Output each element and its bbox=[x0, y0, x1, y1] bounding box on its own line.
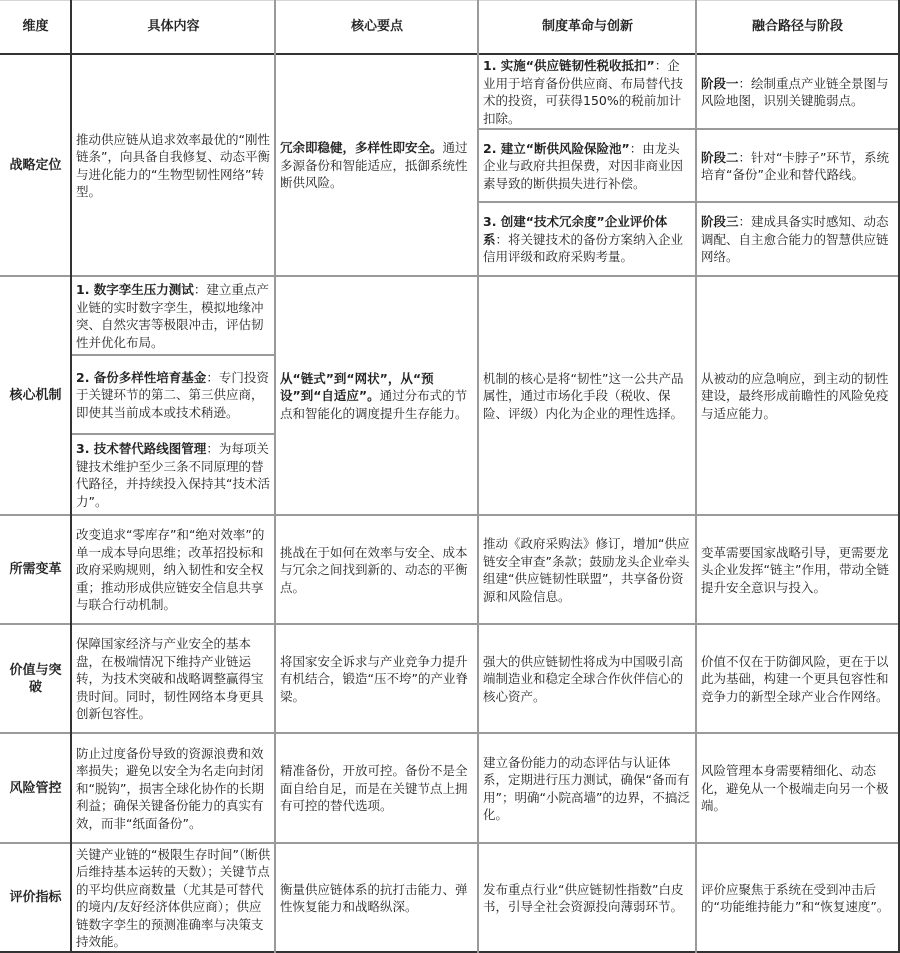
path-stage bbox=[697, 203, 898, 276]
innovation-text bbox=[483, 140, 692, 193]
innovation-item bbox=[479, 55, 696, 129]
innovation-title: 1. 实施“供应链韧性税收抵扣” bbox=[483, 58, 655, 73]
row-path bbox=[697, 277, 898, 515]
row-innovation bbox=[479, 516, 696, 624]
row-innovation bbox=[479, 844, 696, 952]
innovation-text bbox=[483, 213, 692, 266]
dimension-label: 战略定位 bbox=[9, 157, 62, 173]
content-text: 关键产业链的“极限生存时间”（断供后维持基本运转的天数）；关键节点的平均供应商数量（尤其是可替代的境内/友好经济体供应商）；供应链数字孪生的预测准确率与决策支持效能。 bbox=[76, 846, 271, 949]
row-path bbox=[697, 625, 898, 733]
header-content bbox=[72, 0, 275, 54]
keypoint-text bbox=[280, 139, 474, 192]
path-text: 变革需要国家战略引导，更需要龙头企业发挥“链主”作用，带动全链提升安全意识与投入。 bbox=[701, 544, 889, 595]
path-text: 价值不仅在于防御风险，更在于以此为基础，构建一个更具包容性和竞争力的新型全球产业合作网络。 bbox=[701, 653, 889, 704]
innovation-title: 2. 建立“断供风险保险池” bbox=[483, 140, 630, 156]
keypoint-text bbox=[280, 370, 474, 423]
dimension-label: 所需变革 bbox=[9, 562, 62, 578]
stage-body: ：绘制重点产业链全景图与风险地图，识别关键脆弱点。 bbox=[701, 75, 889, 108]
row-keypoint bbox=[276, 55, 478, 276]
keypoint-text: 将国家安全诉求与产业竞争力提升有机结合，锻造“压不垮”的产业脊梁。 bbox=[280, 653, 468, 704]
mechanism-title: 2. 备份多样性培育基金 bbox=[76, 369, 207, 385]
row-innovation bbox=[479, 734, 696, 843]
row-dimension bbox=[0, 734, 71, 843]
row-dimension bbox=[0, 55, 71, 276]
mechanism-text bbox=[76, 281, 271, 351]
header-label: 核心要点 bbox=[350, 19, 403, 35]
mechanism-body: ：专门投资于关键环节的第二、第三供应商，即使其当前成本或技术稍逊。 bbox=[76, 369, 269, 420]
innovation-title: 3. 创建“技术冗余度”企业评价体系 bbox=[483, 214, 668, 247]
header-path bbox=[697, 0, 898, 54]
innovation-body: ：由龙头企业与政府共担保费，对因非商业因素导致的断供损失进行补偿。 bbox=[483, 140, 684, 191]
row-keypoint bbox=[276, 277, 478, 515]
row-content bbox=[72, 55, 275, 276]
row-content bbox=[72, 734, 275, 843]
row-dimension bbox=[0, 625, 71, 733]
header-label: 制度革命与创新 bbox=[541, 19, 633, 35]
mechanism-text bbox=[76, 369, 271, 422]
path-text bbox=[701, 149, 894, 184]
innovation-text: 强大的供应链韧性将成为中国吸引高端制造业和稳定全球合作伙伴信心的核心资产。 bbox=[483, 653, 684, 704]
row-path bbox=[697, 734, 898, 843]
row-dimension bbox=[0, 516, 71, 624]
row-content bbox=[72, 625, 275, 733]
path-text: 风险管理本身需要精细化、动态化，避免从一个极端走向另一个极端。 bbox=[701, 763, 889, 814]
row-dimension bbox=[0, 277, 71, 515]
row-content bbox=[72, 844, 275, 952]
row-content bbox=[72, 516, 275, 624]
innovation-body: ：将关键技术的备份方案纳入企业信用评级和政府采购考量。 bbox=[483, 231, 684, 265]
innovation-text: 推动《政府采购法》修订，增加“供应链安全审查”条款；鼓励龙头企业牵头组建“供应链韧性联盟”，共享备份资源和风险信息。 bbox=[483, 536, 690, 604]
row-dimension bbox=[0, 844, 71, 952]
dimension-label: 评价指标 bbox=[9, 890, 62, 906]
content-text: 推动供应链从追求效率最优的“刚性链条”，向具备自我修复、动态平衡与进化能力的“生物型韧性网络”转型。 bbox=[76, 131, 270, 199]
header-innovation bbox=[479, 0, 696, 54]
stage-title: 阶段二 bbox=[701, 149, 739, 165]
path-text: 评价应聚焦于系统在受到冲击后的“功能维持能力”和“恢复速度”。 bbox=[701, 881, 890, 914]
path-stage bbox=[697, 130, 898, 202]
mechanism-item bbox=[72, 277, 275, 355]
innovation-text: 发布重点行业“供应链韧性指数”白皮书，引导全社会资源投向薄弱环节。 bbox=[483, 881, 684, 914]
row-path bbox=[697, 844, 898, 952]
header-keypoint bbox=[276, 0, 478, 54]
keypoint-emphasis: 从“链式”到“网状”，从“预设”到“自适应”。 bbox=[280, 370, 434, 404]
header-label: 具体内容 bbox=[147, 19, 200, 35]
row-innovation bbox=[479, 277, 696, 515]
mechanism-text bbox=[76, 440, 271, 510]
keypoint-emphasis: 冗余即稳健，多样性即安全。 bbox=[280, 140, 443, 156]
row-keypoint bbox=[276, 516, 478, 624]
keypoint-body: 通过多源备份和智能适应，抵御系统性断供风险。 bbox=[280, 140, 468, 191]
innovation-item bbox=[479, 203, 696, 276]
content-text: 保障国家经济与产业安全的基本盘，在极端情况下维持产业链运转，为技术突破和战略调整赢得宝贵时间。同时，韧性网络本身更具创新包容性。 bbox=[76, 636, 264, 722]
mechanism-title: 1. 数字孪生压力测试 bbox=[76, 282, 194, 297]
stage-body: ：针对“卡脖子”环节，系统培育“备份”企业和替代路线。 bbox=[701, 149, 889, 182]
innovation-item bbox=[479, 130, 696, 202]
header-dimension bbox=[0, 0, 71, 54]
mechanism-body: ：建立重点产业链的实时数字孪生，模拟地缘冲突、自然灾害等极限冲击，评估韧性并优化布局。 bbox=[76, 282, 269, 350]
dimension-label: 价值与突破 bbox=[9, 662, 62, 695]
row-keypoint bbox=[276, 844, 478, 952]
path-text bbox=[701, 213, 894, 266]
stage-title: 阶段三 bbox=[701, 214, 739, 230]
keypoint-text: 衡量供应链体系的抗打击能力、弹性恢复能力和战略纵深。 bbox=[280, 881, 468, 914]
keypoint-body: 通过分布式的节点和智能化的调度提升生存能力。 bbox=[280, 388, 468, 421]
row-path bbox=[697, 516, 898, 624]
innovation-text: 机制的核心是将“韧性”这一公共产品属性，通过市场化手段（税收、保险、评级）内化为企业的理性选择。 bbox=[483, 370, 684, 421]
header-label: 融合路径与阶段 bbox=[751, 19, 843, 35]
row-innovation bbox=[479, 625, 696, 733]
path-text bbox=[701, 75, 894, 110]
stage-body: ：建成具备实时感知、动态调配、自主愈合能力的智慧供应链网络。 bbox=[701, 214, 889, 265]
keypoint-text: 挑战在于如何在效率与安全、成本与冗余之间找到新的、动态的平衡点。 bbox=[280, 544, 468, 595]
path-stage bbox=[697, 55, 898, 129]
content-text: 改变追求“零库存”和“绝对效率”的单一成本导向思维；改革招投标和政府采购规则，纳入韧性和安全权重；推动形成供应链安全信息共享与联合行动机制。 bbox=[76, 527, 265, 613]
mechanism-body: ：为每项关键技术维护至少三条不同原理的替代路径，并持续投入保持其“技术活力”。 bbox=[76, 441, 270, 509]
row-keypoint bbox=[276, 734, 478, 843]
keypoint-text: 精准备份，开放可控。备份不是全面自给自足，而是在关键节点上拥有可控的替代选项。 bbox=[280, 763, 468, 814]
row-keypoint bbox=[276, 625, 478, 733]
mechanism-item bbox=[72, 356, 275, 434]
mechanism-item bbox=[72, 435, 275, 515]
dimension-label: 核心机制 bbox=[9, 388, 62, 404]
mechanism-title: 3. 技术替代路线图管理 bbox=[76, 441, 207, 456]
content-text: 防止过度备份导致的资源浪费和效率损失；避免以安全为名走向封闭和“脱钩”，损害全球化协作的长期利益；确保关键备份能力的真实有效，而非“纸面备份”。 bbox=[76, 745, 264, 831]
innovation-body: ：企业用于培育备份供应商、布局替代技术的投资，可获得150%的税前加计扣除。 bbox=[483, 58, 684, 126]
innovation-text: 建立备份能力的动态评估与认证体系，定期进行压力测试，确保“备而有用”；明确“小院高墙”的边界，不搞泛化。 bbox=[483, 754, 690, 822]
path-text: 从被动的应急响应，到主动的韧性建设，最终形成前瞻性的风险免疫与适应能力。 bbox=[701, 370, 889, 421]
innovation-text bbox=[483, 57, 692, 127]
dimension-label: 风险管控 bbox=[9, 780, 62, 796]
stage-title: 阶段一 bbox=[701, 75, 739, 91]
header-label: 维度 bbox=[22, 19, 49, 35]
